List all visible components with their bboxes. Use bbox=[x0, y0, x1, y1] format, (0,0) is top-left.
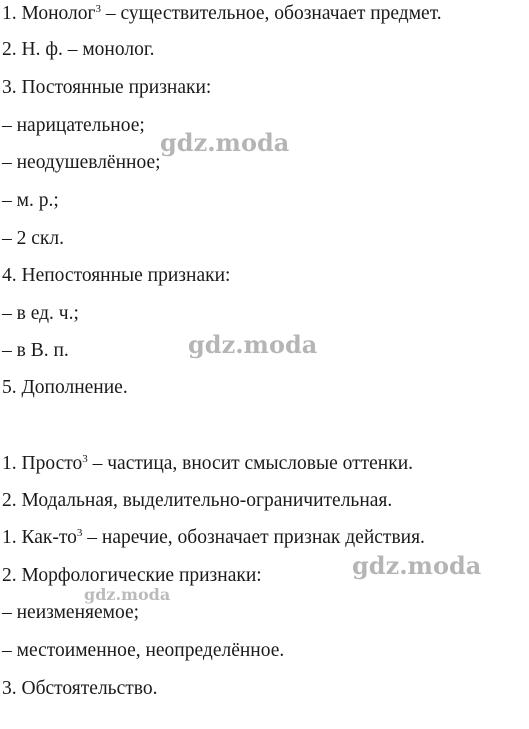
line-10: – в В. п. bbox=[2, 340, 69, 361]
watermark: gdz.moda bbox=[188, 330, 318, 359]
line-9: – в ед. ч.; bbox=[2, 303, 79, 324]
watermark: gdz.moda bbox=[160, 128, 290, 157]
superscript: 3 bbox=[76, 527, 83, 539]
line-16: – неизменяемое; bbox=[2, 602, 140, 623]
watermark: gdz.moda bbox=[84, 585, 171, 604]
entry-text: – наречие, обозначает признак действия. bbox=[82, 527, 425, 548]
superscript: 3 bbox=[95, 3, 102, 15]
line-18: 3. Обстоятельство. bbox=[2, 678, 158, 699]
line-1 bbox=[2, 2, 442, 26]
entry-text: – существительное, обозначает предмет. bbox=[101, 3, 442, 24]
line-14 bbox=[2, 526, 425, 550]
line-4: – нарицательное; bbox=[2, 115, 145, 136]
superscript: 3 bbox=[82, 453, 88, 465]
watermark: gdz.moda bbox=[352, 551, 482, 580]
entry-word: 1. Просто bbox=[2, 453, 83, 474]
line-15: 2. Морфологические признаки: bbox=[2, 565, 262, 586]
entry-word: 1. Как-то bbox=[2, 527, 77, 548]
line-3: 3. Постоянные признаки: bbox=[2, 77, 212, 98]
line-5: – неодушевлённое; bbox=[2, 152, 161, 173]
line-8: 4. Непостоянные признаки: bbox=[2, 265, 231, 286]
line-2: 2. Н. ф. – монолог. bbox=[2, 39, 155, 60]
line-6: – м. р.; bbox=[2, 190, 59, 211]
line-17: – местоименное, неопределённое. bbox=[2, 640, 285, 661]
entry-text: – частица, вносит смысловые оттенки. bbox=[87, 453, 414, 474]
line-11: 5. Дополнение. bbox=[2, 377, 128, 398]
line-13: 2. Модальная, выделительно-ограничительная. bbox=[2, 490, 393, 511]
line-7: – 2 скл. bbox=[2, 228, 64, 249]
entry-word: 1. Монолог bbox=[2, 3, 96, 24]
line-12 bbox=[2, 452, 413, 476]
